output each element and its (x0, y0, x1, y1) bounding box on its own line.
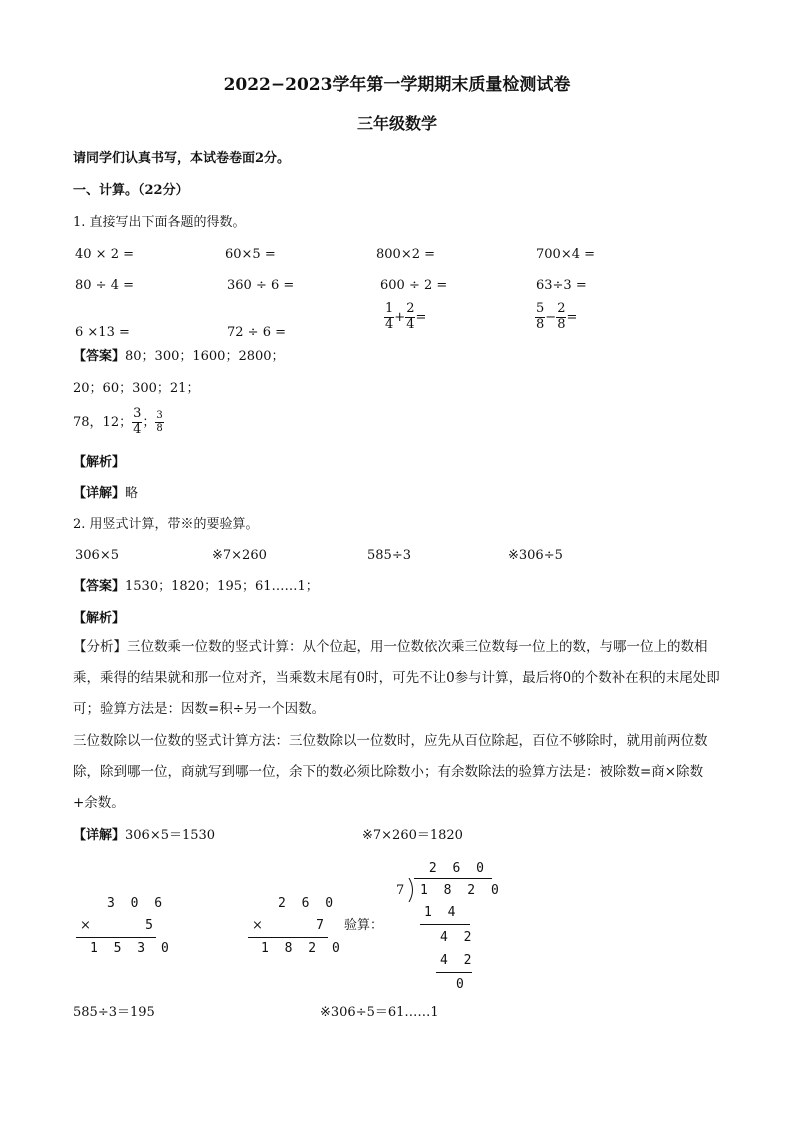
q1-item: 72 ÷ 6 = (227, 325, 286, 340)
fraction-expression: $\frac{5}{8}$ − $\frac{2}{8}$ = (536, 301, 578, 332)
analysis-paragraph-2: 三位数除以一位数的竖式计算方法：三位数除以一位数时，应先从百位除起，百位不够除时，就用前两位数除，除到哪一位，商就写到哪一位，余下的数必须比除数小；有余数除法的验算方法是：被除数=商×除数+余数。 (73, 733, 708, 811)
q1-stem: 1. 直接写出下面各题的得数。 (73, 215, 246, 230)
q1-detail: 【详解】略 (73, 486, 139, 501)
q2-item: 585÷3 (367, 548, 411, 563)
q1-answer: 【答案】80；300；1600；2800； (73, 349, 285, 364)
page-title: 2022−2023学年第一学期期末质量检测试卷 (223, 75, 571, 95)
q1-item: 60×5 = (225, 247, 276, 262)
q1-item: 6 ×13 = (75, 325, 130, 340)
q1-answer-line2: 20；60；300；21； (73, 381, 200, 396)
q1-item: 80 ÷ 4 = (75, 278, 134, 293)
section-heading: 一、计算。（22分） (73, 183, 189, 198)
q2-detail-eq2: ※7×260＝1820 (362, 828, 463, 843)
q2-detail: 【详解】306×5＝1530 (73, 828, 216, 843)
verify-label: 验算： (344, 918, 384, 933)
fraction-expression: $\frac{1}{4}$ + $\frac{2}{4}$ = (385, 301, 427, 332)
q1-item: 700×4 = (536, 247, 596, 262)
analysis-paragraph-1: 【分析】三位数乘一位数的竖式计算：从个位起，用一位数依次乘三位数每一位上的数，与哪一位上的数相乘，乘得的结果就和那一位对齐，当乘数末尾有0时，可先不让0参与计算，最后将0的个数补在积的末尾处即可；验算方法是：因数=积÷另一个因数。 (73, 639, 720, 717)
q1-item: 800×2 = (376, 247, 436, 262)
note: 请同学们认真书写，本试卷卷面2分。 (73, 151, 291, 166)
q2-analysis-label: 【解析】 (73, 611, 126, 626)
q2-item: ※7×260 (212, 548, 267, 563)
q1-item: 40 × 2 = (75, 247, 134, 262)
q1-answer-line3: 78，12； $\frac{3}{4}$ ； $\frac{3}{8}$ (73, 406, 163, 437)
q1-item: 360 ÷ 6 = (227, 278, 295, 293)
q2-detail-eq4: ※306÷5＝61……1 (320, 1005, 439, 1020)
q2-detail-eq3: 585÷3＝195 (73, 1005, 155, 1020)
q1-analysis-label: 【解析】 (73, 455, 126, 470)
division-bracket-icon (407, 878, 417, 902)
page-subtitle: 三年级数学 (356, 114, 437, 133)
q1-item: 600 ÷ 2 = (380, 278, 448, 293)
q2-stem: 2. 用竖式计算，带※的要验算。 (73, 517, 259, 532)
q2-item: ※306÷5 (508, 548, 563, 563)
q2-item: 306×5 (75, 548, 119, 563)
q2-answer: 【答案】1530；1820；195；61……1； (73, 579, 319, 594)
q1-item: 63÷3 = (536, 278, 587, 293)
